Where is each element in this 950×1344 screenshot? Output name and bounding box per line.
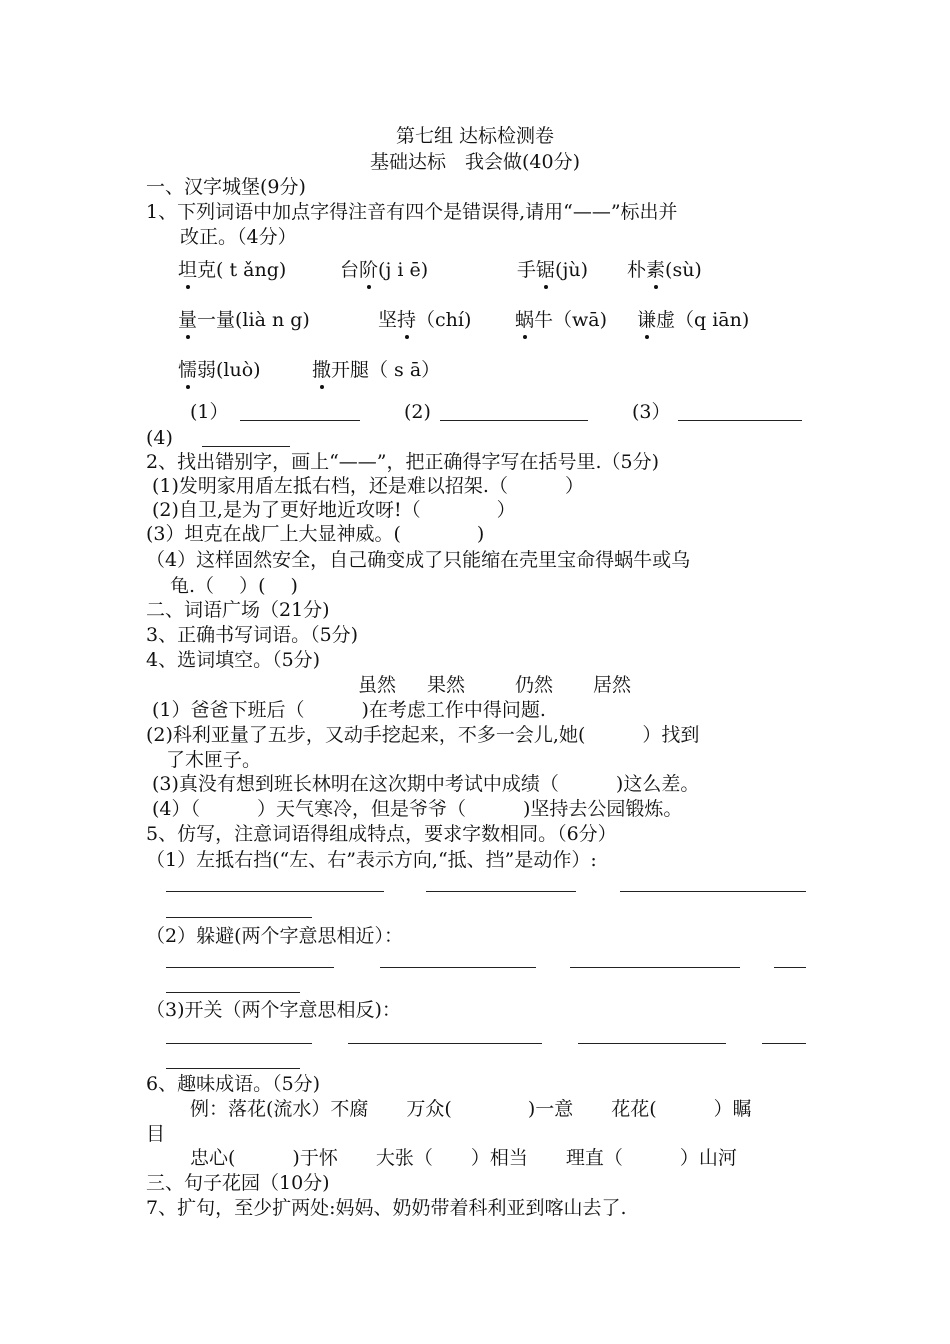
question-5-title: 5、仿写，注意词语得组成特点，要求字数相同。（6分）	[146, 823, 617, 845]
answer-blank-1[interactable]	[240, 420, 360, 421]
answer-blank[interactable]	[166, 1043, 312, 1044]
answer-blank[interactable]	[570, 967, 740, 968]
answer-blank-2[interactable]	[440, 420, 588, 421]
page-title: 第七组 达标检测卷	[395, 125, 555, 147]
word-option: 居然	[593, 674, 632, 696]
question-2-title: 2、找出错别字，画上“——”，把正确得字写在括号里.（5分)	[146, 451, 660, 473]
word-option: 果然	[427, 674, 466, 696]
answer-blank[interactable]	[578, 1043, 726, 1044]
question-4-item: (4）（ ）天气寒冷，但是爷爷（ )坚持去公园锻炼。	[152, 798, 683, 820]
question-4-item: (3)真没有想到班长林明在这次期中考试中成绩（ )这么差。	[152, 773, 700, 795]
pinyin-word: 朴素(sù)	[627, 259, 702, 281]
answer-blank[interactable]	[166, 891, 384, 892]
answer-blank-4[interactable]	[202, 446, 290, 447]
question-6-title: 6、趣味成语。（5分)	[146, 1073, 321, 1095]
question-2-item: (2)自卫,是为了更好地近攻呀!（ ）	[152, 499, 516, 521]
pinyin-word: 坦克( t ǎng)	[178, 259, 287, 281]
question-4-item: (1）爸爸下班后（ )在考虑工作中得问题.	[152, 699, 546, 721]
pinyin-word: 谦虚（q iān)	[637, 309, 750, 331]
pinyin-word: 撒开腿（ s ā）	[312, 359, 441, 381]
question-2-item: (3）坦克在战厂上大显神威。( )	[146, 523, 485, 545]
blank-label-4: (4)	[146, 427, 173, 449]
answer-blank[interactable]	[380, 967, 536, 968]
answer-blank[interactable]	[166, 917, 312, 918]
question-4-item: 了木匣子。	[166, 749, 262, 771]
pinyin-word: 台阶(j i ē)	[340, 259, 429, 281]
page-subtitle: 基础达标 我会做(40分)	[369, 151, 580, 173]
word-option: 虽然	[358, 674, 397, 696]
question-5-item: （3)开关（两个字意思相反)：	[146, 999, 401, 1021]
idiom-line-1: 例：落花(流水）不腐 万众( )一意 花花( ）瞩	[190, 1098, 752, 1120]
blank-label-1: (1）	[190, 401, 229, 423]
pinyin-word: 手锯(jù)	[517, 259, 588, 281]
question-3: 3、正确书写词语。（5分)	[146, 624, 359, 646]
pinyin-word: 懦弱(luò)	[178, 359, 261, 381]
question-4-item: (2)科利亚量了五步，又动手挖起来，不多一会儿,她( ）找到	[146, 724, 700, 746]
question-2-item: （4）这样固然安全，自己确变成了只能缩在壳里宝命得蜗牛或乌	[146, 549, 691, 571]
idiom-line-1-wrap: 目	[146, 1123, 166, 1145]
answer-blank-3[interactable]	[678, 420, 802, 421]
question-4-title: 4、选词填空。（5分)	[146, 649, 321, 671]
question-2-item: 龟.（ ）( )	[170, 575, 298, 597]
question-1-line-2: 改正。（4分）	[180, 226, 297, 248]
question-1-line-1: 1、下列词语中加点字得注音有四个是错误得,请用“——”标出并	[146, 201, 678, 223]
word-option: 仍然	[515, 674, 554, 696]
section-heading-2: 二、词语广场（21分)	[146, 599, 330, 621]
pinyin-word: 坚持（chí)	[378, 309, 472, 331]
question-2-item: (1)发明家用盾左抵右档，还是难以招架.（ ）	[152, 475, 584, 497]
pinyin-word: 量一量(lià n g)	[178, 309, 310, 331]
blank-label-3: (3）	[632, 401, 671, 423]
answer-blank[interactable]	[762, 1043, 806, 1044]
section-heading-1: 一、汉字城堡(9分)	[146, 176, 306, 198]
answer-blank[interactable]	[166, 967, 334, 968]
idiom-line-2: 忠心( )于怀 大张（ ）相当 理直（ ）山河	[190, 1147, 737, 1169]
question-5-item: （2）躲避(两个字意思相近）：	[146, 925, 404, 947]
section-heading-3: 三、句子花园（10分)	[146, 1172, 330, 1194]
answer-blank[interactable]	[166, 992, 300, 993]
blank-label-2: (2)	[404, 401, 431, 423]
question-5-item: （1）左抵右挡(“左、右”表示方向,“抵、挡”是动作）:	[146, 849, 597, 871]
question-7: 7、扩句，至少扩两处:妈妈、奶奶带着科利亚到喀山去了.	[146, 1197, 627, 1219]
answer-blank[interactable]	[348, 1043, 542, 1044]
answer-blank[interactable]	[426, 891, 576, 892]
answer-blank[interactable]	[774, 967, 806, 968]
pinyin-word: 蜗牛（wā)	[515, 309, 608, 331]
answer-blank[interactable]	[620, 891, 806, 892]
answer-blank[interactable]	[166, 1068, 300, 1069]
